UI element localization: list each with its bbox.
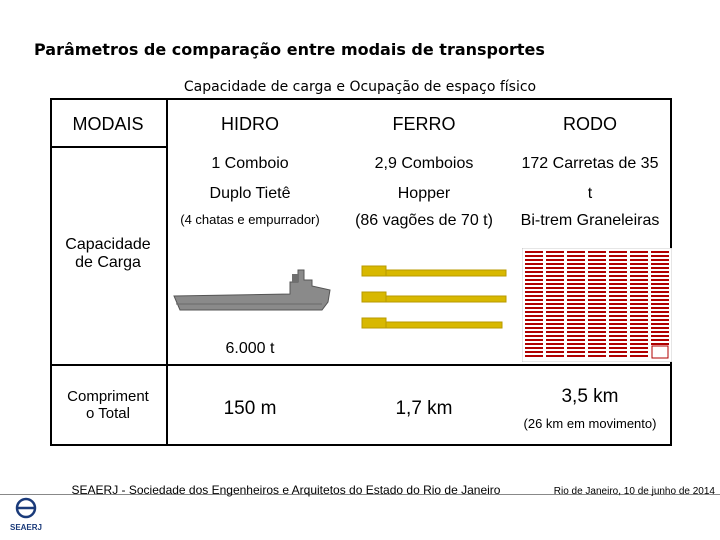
truck-mark [609, 287, 627, 289]
truck-mark [609, 279, 627, 281]
truck-mark [630, 263, 648, 265]
truck-mark [630, 327, 648, 329]
truck-mark [525, 287, 543, 289]
truck-mark [651, 295, 669, 297]
truck-mark [609, 295, 627, 297]
truck-mark [525, 255, 543, 257]
ferro-hopper: Hopper [397, 185, 451, 202]
truck-mark [609, 275, 627, 277]
truck-mark [630, 267, 648, 269]
truck-mark [546, 287, 564, 289]
header-divider [50, 146, 166, 148]
truck-mark [588, 251, 606, 253]
truck-mark [525, 347, 543, 349]
truck-mark [546, 331, 564, 333]
truck-mark [588, 271, 606, 273]
truck-mark [588, 303, 606, 305]
truck-mark [567, 343, 585, 345]
truck-mark [546, 323, 564, 325]
truck-mark [588, 323, 606, 325]
truck-mark [546, 263, 564, 265]
truck-mark [546, 339, 564, 341]
truck-mark [525, 283, 543, 285]
svg-text:SEAERJ: SEAERJ [9, 523, 43, 532]
truck-mark [546, 347, 564, 349]
truck-mark [546, 255, 564, 257]
row-divider [50, 364, 672, 366]
truck-mark [546, 299, 564, 301]
truck-mark [567, 307, 585, 309]
truck-mark [567, 295, 585, 297]
truck-mark [651, 307, 669, 309]
truck-mark [588, 299, 606, 301]
truck-mark [588, 339, 606, 341]
truck-mark [609, 255, 627, 257]
truck-mark [630, 251, 648, 253]
truck-mark [525, 295, 543, 297]
truck-mark [567, 351, 585, 353]
truck-mark [609, 339, 627, 341]
truck-mark [630, 335, 648, 337]
truck-mark [525, 267, 543, 269]
truck-mark [630, 307, 648, 309]
truck-mark [630, 351, 648, 353]
truck-mark [525, 319, 543, 321]
truck-mark [546, 259, 564, 261]
truck-mark [546, 275, 564, 277]
truck-mark [567, 291, 585, 293]
ferro-vagoes: (86 vagões de 70 t) [355, 212, 493, 229]
truck-mark [546, 351, 564, 353]
truck-mark [651, 343, 669, 345]
truck-mark [567, 311, 585, 313]
truck-mark [630, 311, 648, 313]
hidro-comprimento: 150 m [223, 398, 277, 419]
truck-mark [567, 355, 585, 357]
truck-mark [525, 355, 543, 357]
truck-mark [525, 299, 543, 301]
truck-mark [546, 291, 564, 293]
truck-mark [651, 291, 669, 293]
truck-mark [546, 295, 564, 297]
header-rodo: RODO [563, 114, 617, 134]
truck-mark [588, 347, 606, 349]
truck-mark [609, 355, 627, 357]
barge-convoy-icon [172, 264, 332, 316]
truck-mark [651, 263, 669, 265]
truck-mark [651, 331, 669, 333]
truck-mark [630, 259, 648, 261]
row-label-capacidade [52, 236, 164, 272]
hidro-capacity: 6.000 t [225, 340, 275, 357]
truck-mark [588, 315, 606, 317]
truck-mark [525, 275, 543, 277]
hopper-train-icon [358, 262, 510, 336]
truck-mark [630, 255, 648, 257]
truck-mark [588, 351, 606, 353]
truck-mark [630, 283, 648, 285]
ferro-comprimento: 1,7 km [395, 398, 453, 419]
truck-mark [609, 347, 627, 349]
truck-mark [567, 251, 585, 253]
truck-mark [630, 279, 648, 281]
truck-mark [525, 323, 543, 325]
truck-mark [525, 291, 543, 293]
truck-mark [546, 315, 564, 317]
truck-mark [567, 319, 585, 321]
truck-mark [525, 351, 543, 353]
truck-mark [546, 319, 564, 321]
truck-mark [609, 299, 627, 301]
truck-mark [609, 335, 627, 337]
truck-mark [567, 283, 585, 285]
footer-organization: SEAERJ - Sociedade dos Engenheiros e Arquitetos do Estado do Rio de Janeiro [71, 483, 501, 497]
truck-mark [567, 335, 585, 337]
comprimento-label-line1: Compriment [67, 388, 149, 405]
truck-mark [630, 339, 648, 341]
truck-mark [609, 283, 627, 285]
truck-mark [630, 355, 648, 357]
truck-mark [525, 303, 543, 305]
truck-mark [588, 255, 606, 257]
truck-mark [567, 327, 585, 329]
truck-mark [588, 279, 606, 281]
truck-mark [609, 251, 627, 253]
truck-mark [651, 271, 669, 273]
truck-mark [567, 287, 585, 289]
truck-mark [588, 343, 606, 345]
truck-mark [609, 263, 627, 265]
truck-mark [609, 303, 627, 305]
capacidade-label-line2: de Carga [75, 254, 141, 271]
rodo-bitrem: Bi-trem Graneleiras [520, 212, 660, 229]
truck-mark [525, 339, 543, 341]
truck-mark [630, 275, 648, 277]
truck-mark [609, 319, 627, 321]
truck-mark [609, 291, 627, 293]
truck-mark [525, 279, 543, 281]
truck-mark [546, 355, 564, 357]
truck-mark [651, 323, 669, 325]
truck-mark [588, 327, 606, 329]
hidro-duplo-tiete: Duplo Tietê [209, 185, 291, 202]
truck-mark [588, 291, 606, 293]
truck-mark [567, 331, 585, 333]
truck-mark [651, 299, 669, 301]
truck-mark [588, 295, 606, 297]
truck-mark [525, 307, 543, 309]
truck-mark [588, 259, 606, 261]
truck-mark [525, 327, 543, 329]
truck-mark [546, 267, 564, 269]
truck-mark [630, 271, 648, 273]
hidro-composition: (4 chatas e empurrador) [180, 212, 320, 227]
truck-mark [525, 251, 543, 253]
truck-mark [651, 311, 669, 313]
truck-mark [630, 299, 648, 301]
truck-mark [651, 339, 669, 341]
truck-mark [609, 307, 627, 309]
truck-mark [651, 259, 669, 261]
header-ferro: FERRO [392, 114, 456, 134]
truck-mark [525, 259, 543, 261]
truck-mark [525, 335, 543, 337]
truck-mark [630, 295, 648, 297]
truck-mark [588, 263, 606, 265]
truck-mark [525, 331, 543, 333]
truck-mark [588, 275, 606, 277]
truck-mark [588, 355, 606, 357]
truck-mark [630, 347, 648, 349]
truck-mark [651, 315, 669, 317]
truck-mark [630, 343, 648, 345]
truck-mark [525, 315, 543, 317]
truck-mark [525, 263, 543, 265]
truck-mark [567, 271, 585, 273]
truck-mark [546, 343, 564, 345]
column-divider [166, 98, 168, 446]
comprimento-label-line2: o Total [86, 405, 130, 422]
truck-mark [588, 335, 606, 337]
truck-mark [567, 347, 585, 349]
truck-mark [546, 283, 564, 285]
rodo-comprimento: 3,5 km [561, 386, 619, 407]
truck-mark [567, 279, 585, 281]
truck-mark [651, 335, 669, 337]
truck-mark [651, 303, 669, 305]
truck-mark [567, 315, 585, 317]
truck-mark [609, 343, 627, 345]
row-label-comprimento [52, 388, 164, 422]
truck-mark [546, 307, 564, 309]
truck-mark [630, 319, 648, 321]
truck-mark [630, 315, 648, 317]
truck-mark [651, 287, 669, 289]
truck-mark [630, 291, 648, 293]
truck-mark [630, 303, 648, 305]
truck-mark [546, 279, 564, 281]
footer-date: Rio de Janeiro, 10 de junho de 2014 [553, 486, 715, 497]
truck-mark [546, 303, 564, 305]
header-hidro: HIDRO [221, 114, 279, 134]
truck-mark [609, 311, 627, 313]
truck-mark [630, 287, 648, 289]
truck-mark [588, 283, 606, 285]
truck-mark [567, 323, 585, 325]
rodo-toneladas: t [587, 185, 593, 202]
truck-mark [546, 335, 564, 337]
truck-mark [609, 315, 627, 317]
capacidade-label-line1: Capacidade [65, 236, 151, 253]
truck-mark [567, 299, 585, 301]
page-title: Parâmetros de comparação entre modais de transportes [34, 40, 545, 59]
truck-mark [567, 259, 585, 261]
rodo-comprimento-note: (26 km em movimento) [523, 416, 657, 431]
truck-mark [609, 259, 627, 261]
trucks-grid-icon [522, 248, 672, 362]
truck-mark [525, 343, 543, 345]
truck-mark [609, 327, 627, 329]
truck-mark [546, 327, 564, 329]
truck-mark [567, 263, 585, 265]
table-subtitle: Capacidade de carga e Ocupação de espaço físico [183, 79, 537, 95]
truck-mark [588, 311, 606, 313]
truck-mark [651, 255, 669, 257]
truck-mark [588, 319, 606, 321]
seaerj-logo-icon [6, 496, 46, 536]
truck-mark [609, 331, 627, 333]
truck-mark [651, 267, 669, 269]
truck-mark [609, 267, 627, 269]
truck-mark [651, 319, 669, 321]
truck-mark [651, 327, 669, 329]
truck-mark [588, 267, 606, 269]
truck-mark [630, 323, 648, 325]
truck-mark [651, 251, 669, 253]
truck-mark [546, 251, 564, 253]
truck-mark [651, 275, 669, 277]
truck-mark [567, 255, 585, 257]
rodo-carretas: 172 Carretas de 35 [521, 155, 659, 172]
truck-mark [609, 271, 627, 273]
truck-mark [567, 267, 585, 269]
truck-mark [525, 271, 543, 273]
truck-mark [567, 339, 585, 341]
truck-mark [630, 331, 648, 333]
truck-mark [651, 283, 669, 285]
header-modais: MODAIS [72, 114, 144, 134]
ferro-comboios: 2,9 Comboios [374, 155, 474, 172]
truck-mark [588, 287, 606, 289]
truck-mark [588, 307, 606, 309]
truck-mark [525, 311, 543, 313]
truck-mark [609, 351, 627, 353]
truck-mark [546, 311, 564, 313]
truck-mark [651, 279, 669, 281]
truck-mark [567, 303, 585, 305]
truck-mark [588, 331, 606, 333]
hidro-comboio: 1 Comboio [211, 155, 289, 172]
truck-mark [546, 271, 564, 273]
truck-mark [609, 323, 627, 325]
truck-mark [567, 275, 585, 277]
